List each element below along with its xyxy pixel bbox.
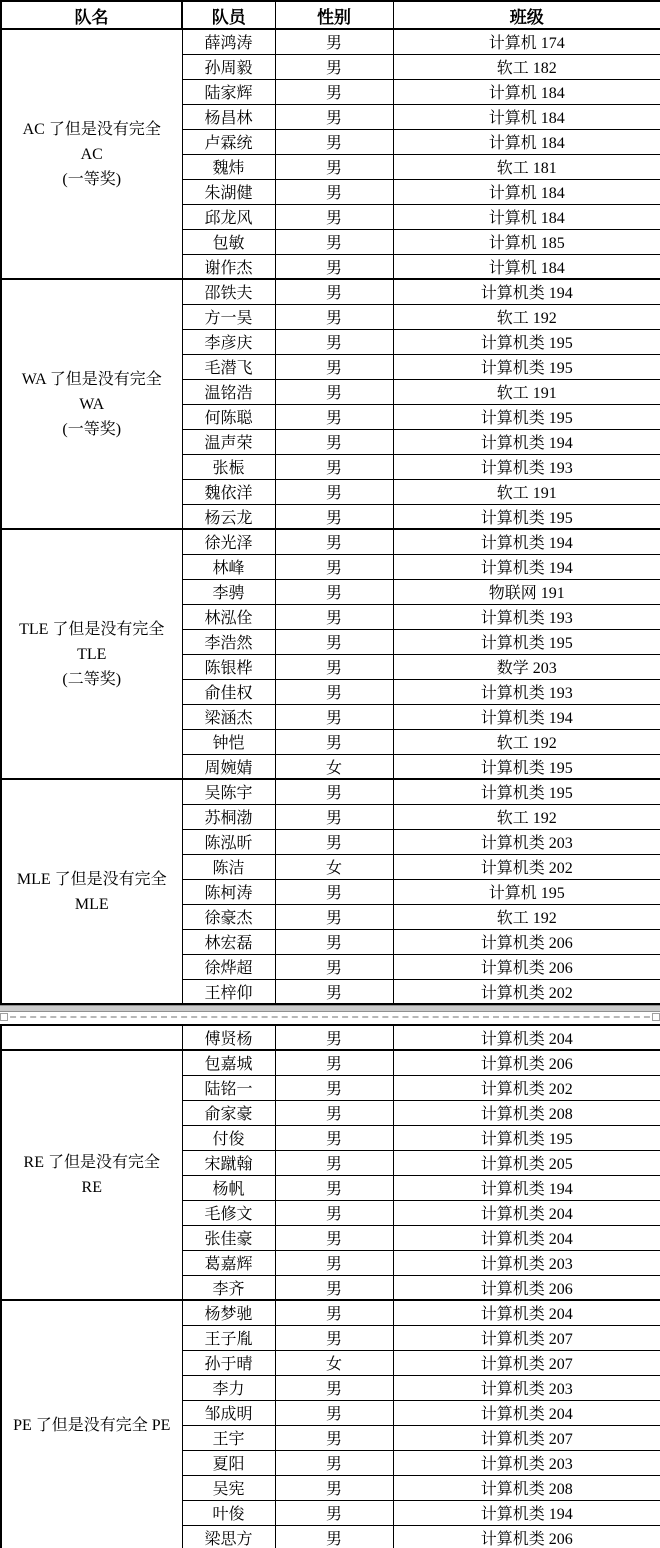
team-name-line: RE 了但是没有完全 bbox=[23, 1154, 160, 1171]
member-gender-cell: 男 bbox=[275, 579, 393, 604]
member-class-cell: 计算机类 202 bbox=[393, 979, 660, 1004]
member-class-cell: 计算机类 207 bbox=[393, 1425, 660, 1450]
member-name-cell: 夏阳 bbox=[182, 1450, 275, 1475]
member-gender-cell: 男 bbox=[275, 1450, 393, 1475]
member-gender-cell: 男 bbox=[275, 1325, 393, 1350]
member-name-cell: 林泓佺 bbox=[182, 604, 275, 629]
member-gender-cell: 女 bbox=[275, 754, 393, 779]
team-name-cell bbox=[1, 779, 182, 1004]
member-gender-cell: 男 bbox=[275, 1475, 393, 1500]
member-gender-cell: 男 bbox=[275, 604, 393, 629]
member-class-cell: 计算机类 193 bbox=[393, 679, 660, 704]
member-gender-cell: 男 bbox=[275, 1175, 393, 1200]
member-class-cell: 计算机类 195 bbox=[393, 779, 660, 804]
member-class-cell: 计算机类 204 bbox=[393, 1025, 660, 1050]
member-class-cell: 计算机类 206 bbox=[393, 1050, 660, 1075]
member-name-cell: 付俊 bbox=[182, 1125, 275, 1150]
member-class-cell: 计算机类 206 bbox=[393, 954, 660, 979]
member-gender-cell: 男 bbox=[275, 279, 393, 304]
member-gender-cell: 男 bbox=[275, 429, 393, 454]
member-class-cell: 计算机类 207 bbox=[393, 1350, 660, 1375]
member-class-cell: 计算机类 194 bbox=[393, 1500, 660, 1525]
member-gender-cell: 男 bbox=[275, 254, 393, 279]
member-class-cell: 计算机类 204 bbox=[393, 1400, 660, 1425]
member-class-cell: 计算机类 194 bbox=[393, 554, 660, 579]
member-gender-cell: 男 bbox=[275, 654, 393, 679]
table-row bbox=[1, 279, 660, 304]
team-name-line: TLE bbox=[77, 645, 107, 663]
member-class-cell: 计算机类 206 bbox=[393, 1525, 660, 1548]
member-name-cell: 邵铁夫 bbox=[182, 279, 275, 304]
member-gender-cell: 男 bbox=[275, 629, 393, 654]
member-class-cell: 计算机类 203 bbox=[393, 1450, 660, 1475]
member-gender-cell: 男 bbox=[275, 779, 393, 804]
member-class-cell: 软工 192 bbox=[393, 729, 660, 754]
member-class-cell: 物联网 191 bbox=[393, 579, 660, 604]
member-name-cell: 吴宪 bbox=[182, 1475, 275, 1500]
member-gender-cell: 男 bbox=[275, 1150, 393, 1175]
header-row bbox=[1, 1, 660, 29]
page-break-handle-right bbox=[652, 1013, 660, 1021]
member-class-cell: 计算机 184 bbox=[393, 204, 660, 229]
member-name-cell: 邱龙风 bbox=[182, 204, 275, 229]
member-gender-cell: 男 bbox=[275, 1250, 393, 1275]
member-gender-cell: 男 bbox=[275, 379, 393, 404]
member-name-cell: 王梓仰 bbox=[182, 979, 275, 1004]
member-name-cell: 方一昊 bbox=[182, 304, 275, 329]
member-name-cell: 杨云龙 bbox=[182, 504, 275, 529]
member-name-cell: 陈洁 bbox=[182, 854, 275, 879]
member-name-cell: 葛嘉辉 bbox=[182, 1250, 275, 1275]
member-class-cell: 计算机类 208 bbox=[393, 1475, 660, 1500]
member-name-cell: 陆铭一 bbox=[182, 1075, 275, 1100]
member-name-cell: 李力 bbox=[182, 1375, 275, 1400]
member-class-cell: 计算机类 206 bbox=[393, 929, 660, 954]
member-class-cell: 计算机类 203 bbox=[393, 829, 660, 854]
member-gender-cell: 女 bbox=[275, 1350, 393, 1375]
table-row bbox=[1, 1300, 660, 1325]
member-class-cell: 软工 182 bbox=[393, 54, 660, 79]
member-name-cell: 吴陈宇 bbox=[182, 779, 275, 804]
member-name-cell: 傅贤杨 bbox=[182, 1025, 275, 1050]
member-name-cell: 陆家辉 bbox=[182, 79, 275, 104]
team-name-line: (一等奖) bbox=[62, 420, 122, 438]
member-name-cell: 毛潜飞 bbox=[182, 354, 275, 379]
member-class-cell: 计算机 185 bbox=[393, 229, 660, 254]
table-row bbox=[1, 779, 660, 804]
member-gender-cell: 男 bbox=[275, 304, 393, 329]
member-name-cell: 卢霖统 bbox=[182, 129, 275, 154]
team-name-line: (一等奖) bbox=[62, 170, 122, 188]
member-gender-cell: 男 bbox=[275, 104, 393, 129]
member-name-cell: 毛修文 bbox=[182, 1200, 275, 1225]
member-class-cell: 软工 181 bbox=[393, 154, 660, 179]
member-name-cell: 宋蹴翰 bbox=[182, 1150, 275, 1175]
team-name-cell bbox=[1, 29, 182, 279]
member-gender-cell: 男 bbox=[275, 729, 393, 754]
member-class-cell: 计算机类 194 bbox=[393, 704, 660, 729]
member-name-cell: 谢作杰 bbox=[182, 254, 275, 279]
member-gender-cell: 男 bbox=[275, 554, 393, 579]
member-gender-cell: 男 bbox=[275, 1425, 393, 1450]
member-class-cell: 计算机类 204 bbox=[393, 1200, 660, 1225]
member-name-cell: 孙于晴 bbox=[182, 1350, 275, 1375]
member-gender-cell: 男 bbox=[275, 1525, 393, 1548]
member-class-cell: 计算机类 194 bbox=[393, 279, 660, 304]
member-class-cell: 计算机类 194 bbox=[393, 1175, 660, 1200]
member-class-cell: 软工 192 bbox=[393, 804, 660, 829]
member-name-cell: 王宇 bbox=[182, 1425, 275, 1450]
member-class-cell: 计算机 174 bbox=[393, 29, 660, 54]
member-name-cell: 陈泓昕 bbox=[182, 829, 275, 854]
member-name-cell: 周婉婧 bbox=[182, 754, 275, 779]
member-gender-cell: 女 bbox=[275, 854, 393, 879]
member-class-cell: 软工 191 bbox=[393, 379, 660, 404]
member-name-cell: 魏依洋 bbox=[182, 479, 275, 504]
member-gender-cell: 男 bbox=[275, 829, 393, 854]
member-gender-cell: 男 bbox=[275, 879, 393, 904]
member-class-cell: 计算机类 195 bbox=[393, 404, 660, 429]
team-name-line: MLE 了但是没有完全 bbox=[16, 870, 167, 888]
member-class-cell: 软工 192 bbox=[393, 304, 660, 329]
member-name-cell: 李浩然 bbox=[182, 629, 275, 654]
team-name-line: TLE 了但是没有完全 bbox=[19, 620, 165, 638]
member-class-cell: 计算机 184 bbox=[393, 254, 660, 279]
member-gender-cell: 男 bbox=[275, 529, 393, 554]
member-class-cell: 计算机类 195 bbox=[393, 754, 660, 779]
member-gender-cell: 男 bbox=[275, 904, 393, 929]
member-class-cell: 计算机类 202 bbox=[393, 1075, 660, 1100]
member-class-cell: 软工 192 bbox=[393, 904, 660, 929]
member-class-cell: 计算机类 207 bbox=[393, 1325, 660, 1350]
member-gender-cell: 男 bbox=[275, 1300, 393, 1325]
team-name-cell bbox=[1, 1050, 182, 1300]
member-name-cell: 温声荣 bbox=[182, 429, 275, 454]
member-name-cell: 钟恺 bbox=[182, 729, 275, 754]
table-row bbox=[1, 29, 660, 54]
team-name-cell bbox=[1, 1025, 182, 1050]
member-gender-cell: 男 bbox=[275, 454, 393, 479]
member-name-cell: 何陈聪 bbox=[182, 404, 275, 429]
member-name-cell: 杨梦驰 bbox=[182, 1300, 275, 1325]
member-class-cell: 软工 191 bbox=[393, 479, 660, 504]
member-class-cell: 计算机 184 bbox=[393, 129, 660, 154]
member-name-cell: 李骋 bbox=[182, 579, 275, 604]
member-gender-cell: 男 bbox=[275, 1275, 393, 1300]
member-gender-cell: 男 bbox=[275, 404, 393, 429]
member-gender-cell: 男 bbox=[275, 954, 393, 979]
member-name-cell: 包嘉城 bbox=[182, 1050, 275, 1075]
member-name-cell: 苏桐渤 bbox=[182, 804, 275, 829]
team-name-cell bbox=[1, 1300, 182, 1548]
team-name-line: WA bbox=[79, 395, 105, 413]
member-class-cell: 计算机 184 bbox=[393, 104, 660, 129]
member-gender-cell: 男 bbox=[275, 54, 393, 79]
member-class-cell: 计算机类 195 bbox=[393, 1125, 660, 1150]
member-class-cell: 计算机类 194 bbox=[393, 429, 660, 454]
member-class-cell: 计算机类 204 bbox=[393, 1300, 660, 1325]
member-gender-cell: 男 bbox=[275, 1400, 393, 1425]
member-gender-cell: 男 bbox=[275, 704, 393, 729]
member-gender-cell: 男 bbox=[275, 179, 393, 204]
member-name-cell: 俞佳权 bbox=[182, 679, 275, 704]
team-name-line: RE bbox=[81, 1179, 102, 1196]
table-header bbox=[1, 1, 660, 29]
member-name-cell: 李彦庆 bbox=[182, 329, 275, 354]
member-class-cell: 计算机 184 bbox=[393, 179, 660, 204]
page-break-handle-left bbox=[0, 1013, 8, 1021]
member-class-cell: 计算机类 195 bbox=[393, 629, 660, 654]
member-name-cell: 薛鸿涛 bbox=[182, 29, 275, 54]
member-class-cell: 计算机类 193 bbox=[393, 604, 660, 629]
member-name-cell: 李齐 bbox=[182, 1275, 275, 1300]
member-class-cell: 计算机类 202 bbox=[393, 854, 660, 879]
member-name-cell: 林峰 bbox=[182, 554, 275, 579]
member-gender-cell: 男 bbox=[275, 129, 393, 154]
member-gender-cell: 男 bbox=[275, 1200, 393, 1225]
page-break-dashed-line bbox=[0, 1016, 660, 1018]
table-body-top bbox=[1, 29, 660, 1004]
member-class-cell: 计算机类 194 bbox=[393, 529, 660, 554]
member-gender-cell: 男 bbox=[275, 329, 393, 354]
member-name-cell: 林宏磊 bbox=[182, 929, 275, 954]
member-name-cell: 徐豪杰 bbox=[182, 904, 275, 929]
member-class-cell: 计算机类 193 bbox=[393, 454, 660, 479]
member-gender-cell: 男 bbox=[275, 479, 393, 504]
team-name-line: PE 了但是没有完全 PE bbox=[13, 1416, 171, 1434]
team-name-line: MLE bbox=[74, 895, 109, 913]
table-row bbox=[1, 1025, 660, 1050]
member-name-cell: 朱湖健 bbox=[182, 179, 275, 204]
member-gender-cell: 男 bbox=[275, 929, 393, 954]
member-class-cell: 计算机 184 bbox=[393, 79, 660, 104]
member-gender-cell: 男 bbox=[275, 679, 393, 704]
member-name-cell: 陈柯涛 bbox=[182, 879, 275, 904]
member-class-cell: 计算机类 205 bbox=[393, 1150, 660, 1175]
member-name-cell: 邹成明 bbox=[182, 1400, 275, 1425]
member-name-cell: 张桭 bbox=[182, 454, 275, 479]
page-break bbox=[0, 1005, 660, 1024]
member-gender-cell: 男 bbox=[275, 29, 393, 54]
member-name-cell: 梁涵杰 bbox=[182, 704, 275, 729]
member-name-cell: 温铭浩 bbox=[182, 379, 275, 404]
member-gender-cell: 男 bbox=[275, 1225, 393, 1250]
member-name-cell: 徐光泽 bbox=[182, 529, 275, 554]
member-name-cell: 魏炜 bbox=[182, 154, 275, 179]
member-name-cell: 包敏 bbox=[182, 229, 275, 254]
team-name-line: AC 了但是没有完全 bbox=[22, 120, 161, 138]
table-body-bottom bbox=[1, 1025, 660, 1548]
member-name-cell: 张佳豪 bbox=[182, 1225, 275, 1250]
member-name-cell: 杨昌林 bbox=[182, 104, 275, 129]
member-gender-cell: 男 bbox=[275, 804, 393, 829]
member-gender-cell: 男 bbox=[275, 1375, 393, 1400]
column-header-1: 队员 bbox=[182, 1, 275, 29]
member-class-cell: 计算机类 203 bbox=[393, 1375, 660, 1400]
member-gender-cell: 男 bbox=[275, 1125, 393, 1150]
team-name-line: (二等奖) bbox=[62, 670, 122, 688]
member-name-cell: 陈银桦 bbox=[182, 654, 275, 679]
column-header-3: 班级 bbox=[393, 1, 660, 29]
member-name-cell: 杨帆 bbox=[182, 1175, 275, 1200]
member-gender-cell: 男 bbox=[275, 979, 393, 1004]
column-header-0: 队名 bbox=[1, 1, 182, 29]
member-gender-cell: 男 bbox=[275, 1050, 393, 1075]
member-name-cell: 王子胤 bbox=[182, 1325, 275, 1350]
member-gender-cell: 男 bbox=[275, 229, 393, 254]
member-gender-cell: 男 bbox=[275, 504, 393, 529]
page-break-bar bbox=[0, 1005, 660, 1012]
member-class-cell: 数学 203 bbox=[393, 654, 660, 679]
member-class-cell: 计算机类 204 bbox=[393, 1225, 660, 1250]
member-gender-cell: 男 bbox=[275, 204, 393, 229]
member-gender-cell: 男 bbox=[275, 1075, 393, 1100]
member-name-cell: 孙周毅 bbox=[182, 54, 275, 79]
column-header-2: 性别 bbox=[275, 1, 393, 29]
member-class-cell: 计算机 195 bbox=[393, 879, 660, 904]
roster-table-bottom bbox=[0, 1024, 660, 1548]
member-gender-cell: 男 bbox=[275, 154, 393, 179]
member-name-cell: 叶俊 bbox=[182, 1500, 275, 1525]
member-class-cell: 计算机类 195 bbox=[393, 354, 660, 379]
team-name-line: WA 了但是没有完全 bbox=[21, 370, 162, 388]
member-gender-cell: 男 bbox=[275, 354, 393, 379]
member-class-cell: 计算机类 208 bbox=[393, 1100, 660, 1125]
member-gender-cell: 男 bbox=[275, 1025, 393, 1050]
member-gender-cell: 男 bbox=[275, 1500, 393, 1525]
member-name-cell: 徐烨超 bbox=[182, 954, 275, 979]
member-class-cell: 计算机类 206 bbox=[393, 1275, 660, 1300]
team-name-line: AC bbox=[80, 145, 103, 163]
table-row bbox=[1, 529, 660, 554]
member-gender-cell: 男 bbox=[275, 79, 393, 104]
table-row bbox=[1, 1050, 660, 1075]
team-name-cell bbox=[1, 529, 182, 779]
member-name-cell: 梁思方 bbox=[182, 1525, 275, 1548]
page-break-gap bbox=[0, 1012, 660, 1024]
member-gender-cell: 男 bbox=[275, 1100, 393, 1125]
member-class-cell: 计算机类 195 bbox=[393, 504, 660, 529]
member-class-cell: 计算机类 195 bbox=[393, 329, 660, 354]
team-name-cell bbox=[1, 279, 182, 529]
member-name-cell: 俞家豪 bbox=[182, 1100, 275, 1125]
member-class-cell: 计算机类 203 bbox=[393, 1250, 660, 1275]
